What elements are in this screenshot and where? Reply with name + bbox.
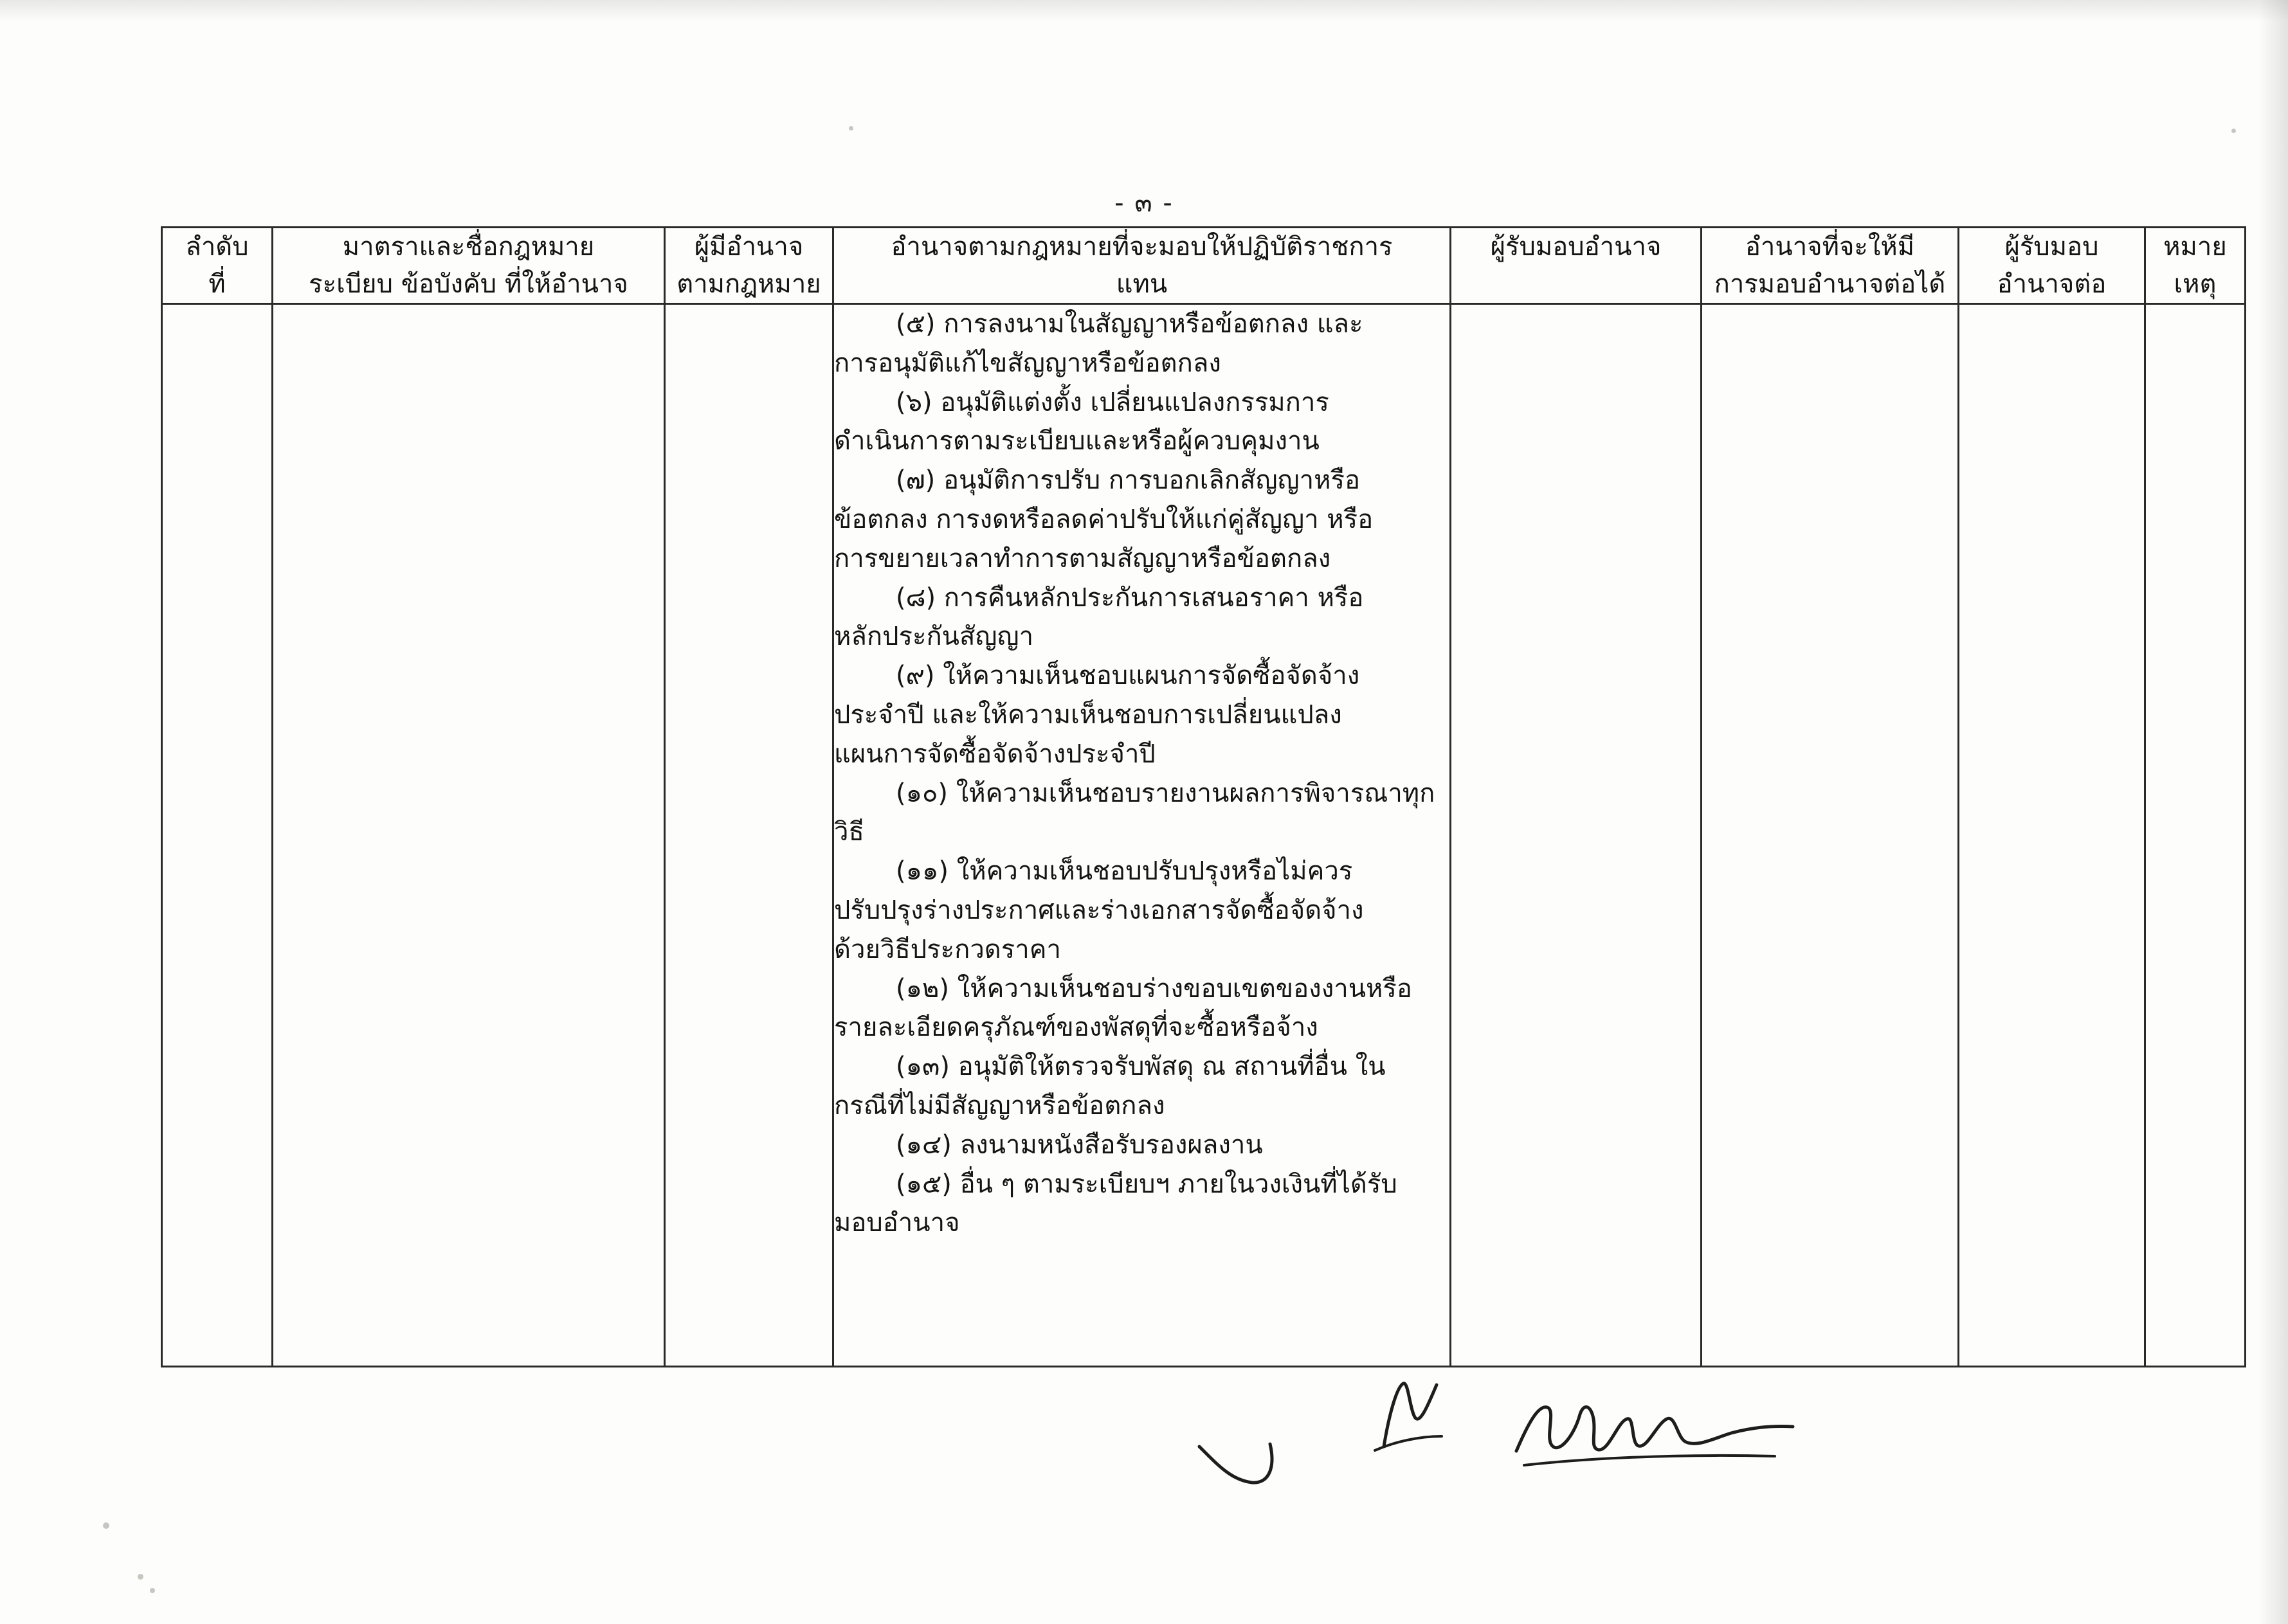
- page-number-text: - ๓ -: [1114, 188, 1174, 218]
- initial-mark-icon: [1370, 1369, 1460, 1466]
- table-header-row: [162, 228, 2246, 304]
- header-line-1: หมาย: [2163, 232, 2227, 262]
- header-line-2: ที่: [208, 269, 226, 299]
- header-sub-delegation-allowed: [1702, 228, 1959, 304]
- delegation-table: [161, 226, 2246, 1367]
- scan-speck: [150, 1588, 155, 1593]
- header-remarks: [2145, 228, 2246, 304]
- delegated-item-line: หลักประกันสัญญา: [834, 622, 1034, 652]
- delegated-item-line: การขยายเวลาทำการตามสัญญาหรือข้อตกลง: [834, 543, 1331, 573]
- delegated-item-line: (๙) ให้ความเห็นชอบแผนการจัดซื้อจัดจ้าง: [896, 661, 1360, 691]
- delegated-item-line: ด้วยวิธีประกวดราคา: [834, 934, 1061, 964]
- page-number: [0, 182, 2288, 223]
- delegated-item-line: (๕) การลงนามในสัญญาหรือข้อตกลง และ: [896, 309, 1363, 339]
- header-line-1: อำนาจที่จะให้มี: [1745, 232, 1915, 262]
- header-line-2: การมอบอำนาจต่อได้: [1714, 269, 1946, 299]
- delegated-item-line: กรณีที่ไม่มีสัญญาหรือข้อตกลง: [834, 1090, 1165, 1121]
- scan-speck: [138, 1574, 143, 1580]
- header-line-2: ระเบียบ ข้อบังคับ ที่ให้อำนาจ: [309, 269, 628, 299]
- header-law-name: [273, 228, 665, 304]
- delegated-item-line: (๑๔) ลงนามหนังสือรับรองผลงาน: [896, 1130, 1263, 1160]
- cell-delegate-receiver: [1451, 304, 1702, 1367]
- delegated-item-line: การอนุมัติแก้ไขสัญญาหรือข้อตกลง: [834, 348, 1221, 378]
- header-line-1: ผู้รับมอบ: [2004, 232, 2099, 262]
- cell-law-name: [273, 304, 665, 1367]
- cell-sub-delegation-allowed: [1702, 304, 1959, 1367]
- check-mark-icon: [1193, 1421, 1302, 1498]
- table-row: [162, 304, 2246, 1367]
- delegated-item-line: (๗) อนุมัติการปรับ การบอกเลิกสัญญาหรือ: [896, 465, 1360, 496]
- delegated-item-line: (๑๑) ให้ความเห็นชอบปรับปรุงหรือไม่ควร: [896, 856, 1353, 887]
- scan-speck: [2231, 129, 2236, 133]
- delegated-item-line: ข้อตกลง การงดหรือลดค่าปรับให้แก่คู่สัญญา หรือ: [834, 504, 1374, 534]
- cell-sub-delegate-receiver: [1959, 304, 2145, 1367]
- delegated-item-line: ปรับปรุงร่างประกาศและร่างเอกสารจัดซื้อจัดจ้าง: [834, 895, 1364, 925]
- cell-authority-by-law: [665, 304, 833, 1367]
- cell-delegated-authority: [833, 304, 1451, 1367]
- header-line-1: ผู้มีอำนาจ: [694, 232, 804, 262]
- delegated-item-line: (๑๒) ให้ความเห็นชอบร่างขอบเขตของงานหรือ: [896, 973, 1412, 1004]
- header-line-1: ลำดับ: [185, 232, 249, 262]
- header-line-2: ตามกฎหมาย: [676, 269, 821, 299]
- delegated-item-line: รายละเอียดครุภัณฑ์ของพัสดุที่จะซื้อหรือจ้าง: [834, 1013, 1318, 1043]
- delegated-item-line: (๑๓) อนุมัติให้ตรวจรับพัสดุ ณ สถานที่อื่น ใน: [896, 1052, 1386, 1082]
- scan-speck: [849, 126, 853, 131]
- signature-script-icon: [1505, 1379, 1807, 1488]
- delegated-item-line: ดำเนินการตามระเบียบและหรือผู้ควบคุมงาน: [834, 426, 1320, 456]
- page-top-shadow: [0, 0, 2288, 22]
- delegated-item-line: มอบอำนาจ: [834, 1208, 960, 1238]
- header-line-2: อำนาจต่อ: [1997, 269, 2107, 299]
- header-delegate-receiver: [1451, 228, 1702, 304]
- header-order-no: [162, 228, 273, 304]
- header-line-2: แทน: [1116, 269, 1168, 299]
- cell-order-no: [162, 304, 273, 1367]
- delegated-item-line: (๑๕) อื่น ๆ ตามระเบียบฯ ภายในวงเงินที่ได้รับ: [896, 1169, 1397, 1199]
- cell-remarks: [2145, 304, 2246, 1367]
- header-line-2: เหตุ: [2174, 269, 2217, 299]
- page-right-shadow: [2258, 0, 2288, 1624]
- delegated-item-line: แผนการจัดซื้อจัดจ้างประจำปี: [834, 739, 1156, 769]
- delegated-item-line: ประจำปี และให้ความเห็นชอบการเปลี่ยนแปลง: [834, 699, 1342, 730]
- delegated-item-line: (๘) การคืนหลักประกันการเสนอราคา หรือ: [896, 582, 1364, 613]
- header-line-1: ผู้รับมอบอำนาจ: [1490, 232, 1662, 262]
- delegated-item-line: (๖) อนุมัติแต่งตั้ง เปลี่ยนแปลงกรรมการ: [896, 387, 1329, 417]
- header-delegated-authority: [833, 228, 1451, 304]
- scan-speck: [103, 1522, 109, 1529]
- header-line-1: อำนาจตามกฎหมายที่จะมอบให้ปฏิบัติราชการ: [891, 232, 1393, 262]
- header-authority-by-law: [665, 228, 833, 304]
- header-line-1: มาตราและชื่อกฎหมาย: [342, 232, 595, 262]
- header-sub-delegate-receiver: [1959, 228, 2145, 304]
- delegated-item-line: (๑๐) ให้ความเห็นชอบรายงานผลการพิจารณาทุกวิธี: [834, 778, 1435, 847]
